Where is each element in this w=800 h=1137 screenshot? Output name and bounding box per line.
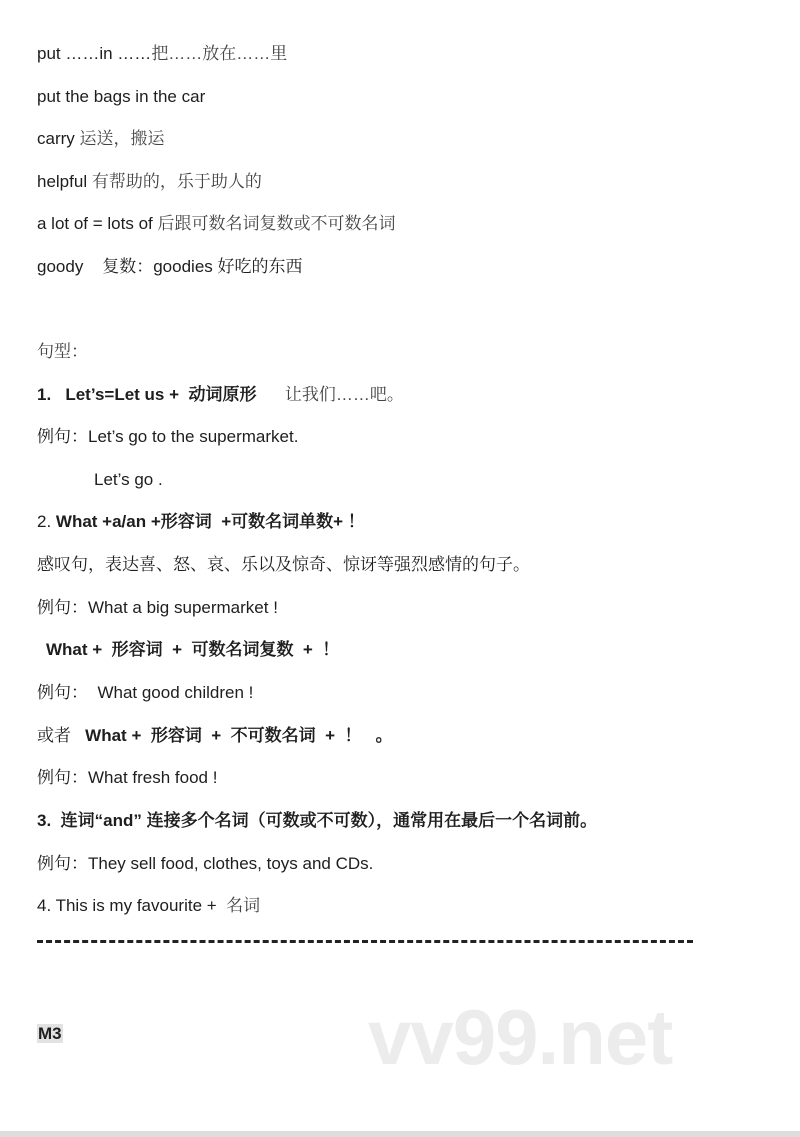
- pattern-2-formula: What +a/an +形容词 +可数名词单数+ ！: [55, 512, 365, 531]
- pattern-2c: [37, 725, 393, 747]
- vocab-line: [37, 128, 165, 150]
- patterns-heading: 句型：: [37, 342, 88, 361]
- vocab-en: a lot of = lots of: [37, 214, 158, 233]
- pattern-1-formula: 1. Let’s=Let us + 动词原形: [37, 385, 257, 404]
- vocab-line: [37, 213, 396, 235]
- vocab-en: put the bags in the car: [37, 87, 206, 106]
- example-line: 例句：What a big supermarket !: [37, 598, 278, 617]
- vocab-line: [37, 171, 262, 193]
- vocab-en: put ……in ……: [37, 44, 152, 63]
- example-line: 例句：Let’s go to the supermarket.: [37, 427, 299, 446]
- pattern-1: [37, 384, 404, 406]
- vocab-line: [37, 86, 205, 108]
- example-line: 例句：What fresh food !: [37, 768, 218, 787]
- pattern-4: [37, 895, 260, 917]
- pattern-4-zh: 名词: [226, 896, 261, 915]
- pattern-prefix: 或者: [37, 726, 86, 745]
- pattern-number: 2.: [37, 512, 56, 531]
- vocab-zh: 复数：goodies 好吃的东西: [102, 257, 303, 276]
- section-heading: [37, 1023, 63, 1045]
- vocab-en: carry: [37, 129, 80, 148]
- vocab-zh: 运送，搬运: [79, 129, 165, 148]
- section-label: M3: [38, 1024, 62, 1043]
- page-bottom-edge: [0, 1131, 800, 1137]
- pattern-2b-formula: What + 形容词 + 可数名词复数 + ！: [46, 640, 340, 659]
- example-line: Let’s go .: [94, 470, 163, 489]
- vocab-en: goody: [37, 257, 103, 276]
- vocab-en: helpful: [37, 172, 92, 191]
- dashed-divider: [37, 940, 693, 943]
- pattern-4-en: 4. This is my favourite +: [37, 896, 227, 915]
- pattern-2-description: 感叹句，表达喜、怒、哀、乐以及惊奇、惊讶等强烈感情的句子。: [37, 555, 530, 574]
- pattern-1-meaning: 让我们……吧。: [256, 385, 404, 404]
- vocab-line: [37, 256, 303, 278]
- vocab-zh: 把……放在……里: [151, 44, 288, 63]
- vocab-zh: 后跟可数名词复数或不可数名词: [157, 214, 396, 233]
- watermark: vv99.net: [368, 993, 673, 1081]
- pattern-3: 3. 连词“and” 连接多个名词（可数或不可数），通常用在最后一个名词前。: [37, 811, 598, 830]
- vocab-line: [37, 43, 287, 65]
- pattern-2c-formula: What + 形容词 + 不可数名词 + ！ 。: [85, 726, 393, 745]
- pattern-2: [37, 511, 365, 533]
- vocab-zh: 有帮助的，乐于助人的: [91, 172, 262, 191]
- example-line: 例句： What good children !: [37, 683, 254, 702]
- example-line: 例句：They sell food, clothes, toys and CDs.: [37, 854, 374, 873]
